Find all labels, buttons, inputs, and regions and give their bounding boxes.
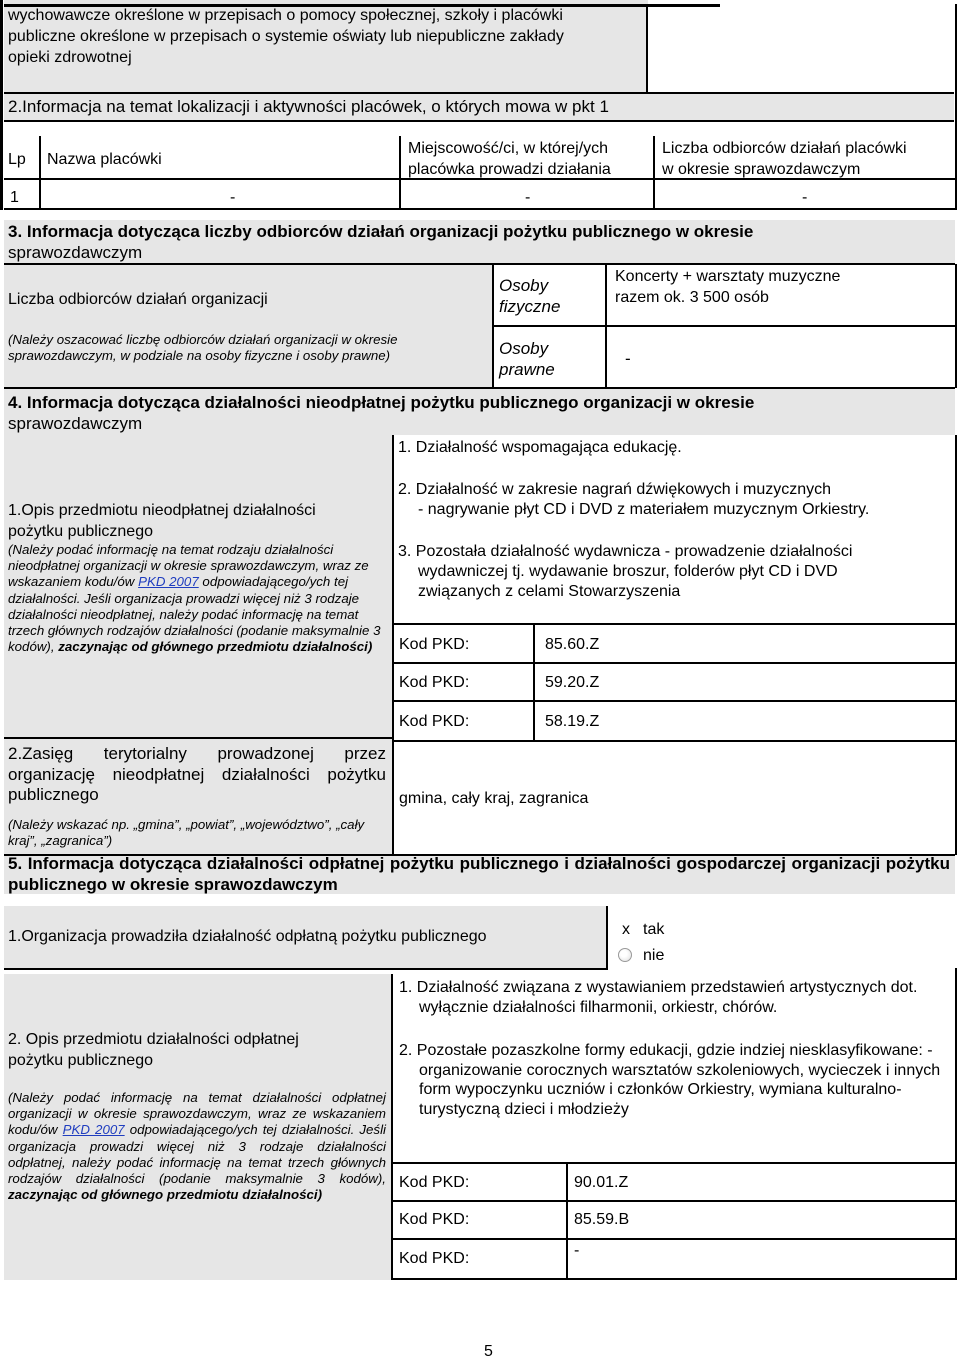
- recipients-note-1: (Należy oszacować liczbę odbiorców działań organizacji w okresie: [8, 332, 398, 347]
- physical-value-2: razem ok. 3 500 osób: [615, 289, 769, 306]
- paid-pkd-label-3: Kod PKD:: [399, 1250, 470, 1267]
- col-count-2: w okresie sprawozdawczym: [662, 161, 861, 178]
- section-3-title-2: sprawozdawczym: [8, 243, 143, 262]
- legal-label-2: prawne: [499, 360, 555, 379]
- option-yes-label: tak: [643, 921, 665, 938]
- col-place-1: Miejscowość/ci, w której/ych: [408, 140, 609, 157]
- pkd-2007-link[interactable]: PKD 2007: [138, 574, 199, 590]
- free-activity-3b: wydawniczej tj. wydawanie broszur, folderów płyt CD i DVD: [418, 563, 838, 580]
- row-place: -: [525, 189, 531, 206]
- option-yes-mark[interactable]: x: [622, 921, 630, 938]
- physical-label-2: fizyczne: [499, 297, 561, 316]
- paid-activity-1: 1. Działalność związana z wystawianiem przedstawień artystycznych dot. wyłącznie działalności filharmonii, orkiestr, chórów.: [399, 979, 918, 1016]
- free-activity-2b: - nagrywanie płyt CD i DVD z materiałem muzycznym Orkiestry.: [418, 501, 870, 518]
- page-number: 5: [484, 1343, 493, 1360]
- recipients-label: Liczba odbiorców działań organizacji: [8, 291, 268, 308]
- scope-note: (Należy wskazać np. „gmina”, „powiat”, „województwo”, „cały kraj”, „zagranica”): [8, 817, 365, 849]
- free-desc-title-1: 1.Opis przedmiotu nieodpłatnej działalności: [8, 502, 316, 519]
- row-name: -: [230, 189, 236, 206]
- option-no-radio[interactable]: [618, 948, 632, 962]
- free-pkd-code-2: 59.20.Z: [545, 674, 600, 691]
- section-3-label-cell: [4, 264, 492, 388]
- free-activity-2a: 2. Działalność w zakresie nagrań dźwiękowych i muzycznych: [398, 481, 832, 498]
- free-pkd-label-1: Kod PKD:: [399, 636, 470, 653]
- top-line-3: opieki zdrowotnej: [8, 49, 132, 66]
- paid-pkd-label-2: Kod PKD:: [399, 1211, 470, 1228]
- paid-desc-title-1: 2. Opis przedmiotu działalności odpłatnej: [8, 1031, 299, 1048]
- paid-pkd-code-2: 85.59.B: [574, 1211, 630, 1228]
- col-place-2: placówka prowadzi działania: [408, 161, 611, 178]
- scope-value: gmina, cały kraj, zagranica: [399, 790, 589, 807]
- free-activity-1: 1. Działalność wspomagająca edukację.: [398, 439, 682, 456]
- legal-value: -: [625, 349, 631, 368]
- paid-activity-question: 1.Organizacja prowadziła działalność odpłatną pożytku publicznego: [8, 928, 487, 945]
- top-line-1: wychowawcze określone w przepisach o pomocy społecznej, szkoły i placówki: [8, 7, 563, 24]
- free-desc-title-2: pożytku publicznego: [8, 523, 153, 540]
- option-no-label: nie: [643, 947, 665, 964]
- paid-desc-note: (Należy podać informację na temat działalności odpłatnej organizacji w okresie sprawozdawczym, wraz ze wskazaniem kodu/ów PKD 2007 odpowiadającego/ych tej działalności. Jeśli organizacja prowadzi więcej niż 3 rodzaje działalności odpłatnej, należy podać informację na temat trzech głównych rodzajów działalności (podanie maksymalnie 3 kodów), zaczynając od głównego przedmiotu działalności): [8, 1090, 386, 1203]
- legal-label-1: Osoby: [499, 339, 549, 358]
- free-pkd-code-1: 85.60.Z: [545, 636, 600, 653]
- free-pkd-label-3: Kod PKD:: [399, 713, 470, 730]
- physical-value-1: Koncerty + warsztaty muzyczne: [615, 268, 841, 285]
- recipients-note-2: sprawozdawczym, w podziale na osoby fizyczne i osoby prawne): [8, 348, 391, 363]
- row-count: -: [802, 189, 808, 206]
- paid-activity-2: 2. Pozostałe pozaszkolne formy edukacji, gdzie indziej niesklasyfikowane: - organizowanie corocznych warsztatów szkoleniowych, wycieczek i innych form wypoczynku uczniów i członków Orkiestry, wymiana kulturalno-turystyczną dzieci i młodzieży: [399, 1042, 941, 1118]
- pkd-2007-link-2[interactable]: PKD 2007: [62, 1122, 125, 1138]
- top-line-2: publiczne określone w przepisach o systemie oświaty lub niepubliczne zakłady: [8, 28, 564, 45]
- paid-pkd-code-1: 90.01.Z: [574, 1174, 629, 1191]
- free-pkd-code-3: 58.19.Z: [545, 713, 600, 730]
- paid-desc-title-2: pożytku publicznego: [8, 1052, 153, 1069]
- section-3-title-1: 3. Informacja dotycząca liczby odbiorców działań organizacji pożytku publicznego w okresie: [8, 222, 754, 241]
- col-lp: Lp: [8, 151, 26, 168]
- free-desc-note: (Należy podać informację na temat rodzaju działalności nieodpłatnej organizacji w okresie sprawozdawczym, wraz ze wskazaniem kodu/ów PKD 2007 odpowiadającego/ych tej działalności. Jeśli organizacja prowadzi więcej niż 3 rodzaje działalności nieodpłatnej, należy podać informację na temat trzech głównych rodzajów działalności (podanie maksymalnie 3 kodów), zaczynając od głównego przedmiotu działalności): [8, 542, 381, 655]
- col-name: Nazwa placówki: [47, 151, 162, 168]
- paid-pkd-label-1: Kod PKD:: [399, 1174, 470, 1191]
- section-4-title-1: 4. Informacja dotycząca działalności nieodpłatnej pożytku publicznego organizacji w okresie: [8, 393, 755, 412]
- physical-label-1: Osoby: [499, 276, 549, 295]
- paid-pkd-code-3: -: [574, 1242, 580, 1259]
- free-activity-3c: związanych z celami Stowarzyszenia: [418, 583, 681, 600]
- free-pkd-label-2: Kod PKD:: [399, 674, 470, 691]
- scope-title: 2.Zasięg terytorialny prowadzonej przez organizację nieodpłatnej działalności pożytku publicznego: [8, 744, 386, 805]
- row-lp: 1: [10, 189, 19, 206]
- section-2-title: 2.Informacja na temat lokalizacji i aktywności placówek, o których mowa w pkt 1: [8, 97, 609, 116]
- col-count-1: Liczba odbiorców działań placówki: [662, 140, 907, 157]
- free-activity-3a: 3. Pozostała działalność wydawnicza - prowadzenie działalności: [398, 543, 853, 560]
- section-4-title-2: sprawozdawczym: [8, 414, 143, 433]
- section-5-title: 5. Informacja dotycząca działalności odpłatnej pożytku publicznego i działalności gospodarczej organizacji pożytku publicznego w okresie sprawozdawczym: [8, 854, 950, 894]
